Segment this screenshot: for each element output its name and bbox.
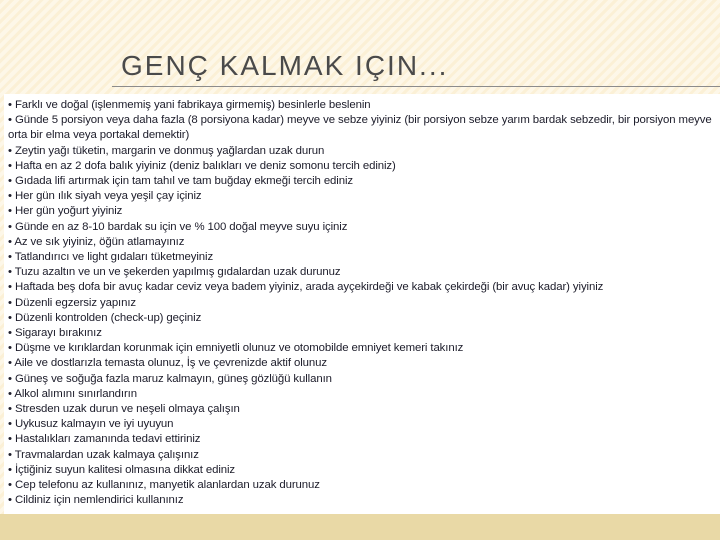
list-item: • Farklı ve doğal (işlenmemiş yani fabrikaya girmemiş) besinlerle beslenin <box>8 99 371 111</box>
list-item: • Düşme ve kırıklardan korunmak için emniyetli olunuz ve otomobilde emniyet kemeri takınız <box>8 342 464 355</box>
list-item: • Günde en az 8-10 bardak su için ve % 100 doğal meyve suyu içiniz <box>8 220 348 233</box>
list-item: • Alkol alımını sınırlandırın <box>8 387 137 400</box>
footer-band <box>0 514 720 540</box>
list-item: • Zeytin yağı tüketin, margarin ve donmuş yağlardan uzak durun <box>8 144 325 157</box>
list-item: • Cep telefonu az kullanınız, manyetik alanlardan uzak durunuz <box>8 479 320 492</box>
list-item: • İçtiğiniz suyun kalitesi olmasına dikkat ediniz <box>8 463 236 476</box>
title-underline <box>112 86 720 87</box>
list-item: • Travmalardan uzak kalmaya çalışınız <box>8 448 199 461</box>
list-item: • Her gün ılık siyah veya yeşil çay içiniz <box>8 190 202 203</box>
tips-list <box>8 98 720 508</box>
list-item: • Stresden uzak durun ve neşeli olmaya çalışın <box>8 403 240 416</box>
list-item: • Düzenli kontrolden (check-up) geçiniz <box>8 311 202 324</box>
slide-title: GENÇ KALMAK IÇIN... <box>121 50 449 81</box>
list-item: • Haftada beş dofa bir avuç kadar ceviz veya badem yiyiniz, arada ayçekirdeği ve kabak çekirdeği (bir avuç kadar) yiyiniz <box>8 281 604 294</box>
list-item: • Tatlandırıcı ve light gıdaları tüketmeyiniz <box>8 251 214 264</box>
list-item: • Cildiniz için nemlendirici kullanınız <box>8 494 184 507</box>
list-item: • Sigarayı bırakınız <box>8 327 102 340</box>
list-item: • Düzenli egzersiz yapınız <box>8 296 137 309</box>
list-item: • Güneş ve soğuğa fazla maruz kalmayın, güneş gözlüğü kullanın <box>8 372 332 385</box>
content-box <box>4 94 720 514</box>
list-item: • Tuzu azaltın ve un ve şekerden yapılmış gıdalardan uzak durunuz <box>8 266 341 279</box>
list-item: • Günde 5 porsiyon veya daha fazla (8 porsiyona kadar) meyve ve sebze yiyiniz (bir porsiyon sebze yarım bardak sebzedir, bir porsiyon meyve orta bir elma veya portakal demektir) <box>8 114 712 142</box>
list-item: • Uykusuz kalmayın ve iyi uyuyun <box>8 418 174 431</box>
list-item: • Hafta en az 2 dofa balık yiyiniz (deniz balıkları ve deniz somonu tercih ediniz) <box>8 159 396 172</box>
list-item: • Hastalıkları zamanında tedavi ettiriniz <box>8 433 201 446</box>
list-item: • Az ve sık yiyiniz, öğün atlamayınız <box>8 235 185 248</box>
list-item: • Gıdada lifi artırmak için tam tahıl ve tam buğday ekmeği tercih ediniz <box>8 175 353 188</box>
list-item: • Aile ve dostlarızla temasta olunuz, İş ve çevrenizde aktif olunuz <box>8 357 327 370</box>
list-item: • Her gün yoğurt yiyiniz <box>8 205 123 218</box>
